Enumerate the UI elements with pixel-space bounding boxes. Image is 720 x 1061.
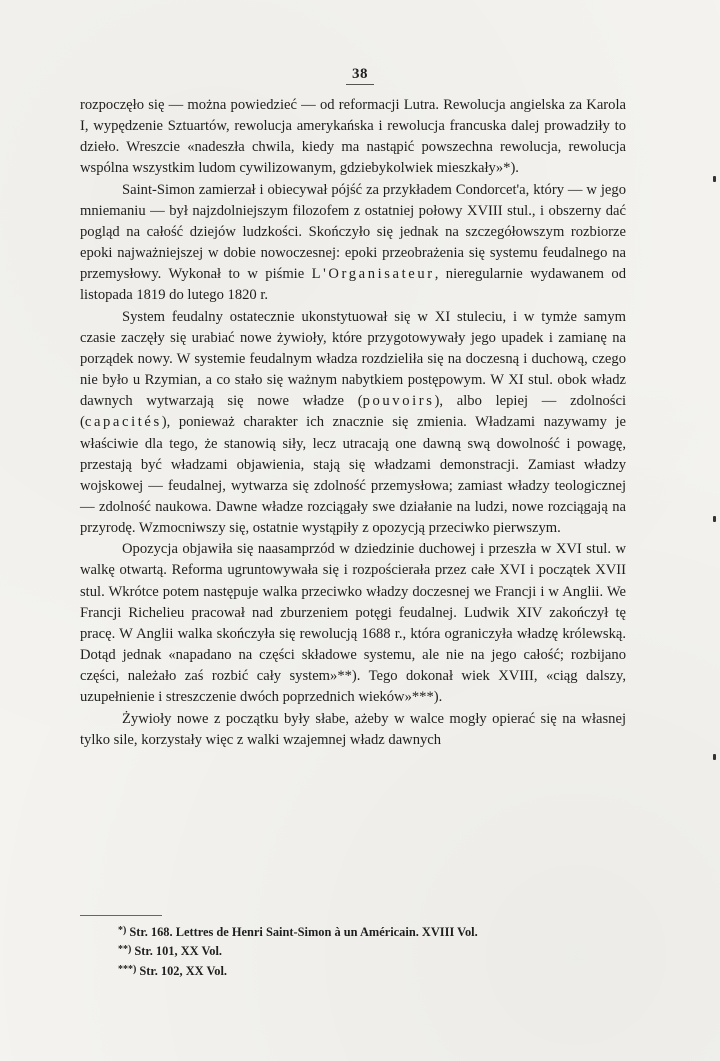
paragraph [80,180,626,307]
footnotes [118,922,638,980]
footnote-mark: *) [118,925,127,936]
spaced-term: capacités [84,414,162,431]
paragraph [80,307,626,540]
text-run: Saint-Simon zamierzał i obiecywał pójść za przykładem Condorcet'a, który — w jego mniemaniu — był najzdolniejszym filozofem z ostatniej połowy XVIII stul., i obszerny dać pogląd na całość dziejów ludzkości. Skończyło się jednak na szczegółowszym rozbiorze epoki najważniejszej w dobie nowoczesnej: epoki przeobrażenia się systemu feudalnego na przemysłowy. Wykonał to w piśmie [80,181,626,283]
paragraph [80,95,626,180]
footnote-text: Str. 101, XX Vol. [134,944,223,959]
text-run: Żywioły nowe z początku były słabe, ażeby w walce mogły opierać się na własnej tylko sile, korzystały więc z walki wzajemnej władz dawnych [80,710,626,748]
body-text [80,95,626,751]
scan-speck [713,516,716,522]
page-number: 38 [0,66,720,85]
footnote-mark: ***) [118,963,137,975]
scan-speck [713,754,716,760]
spaced-title: L'Organisateur [311,266,435,283]
footnote-divider [80,915,162,916]
scan-speck [713,176,716,182]
paragraph [80,539,626,708]
text-run: ), ponieważ charakter ich znacznie się zmienia. Władzami nazywamy je właściwie dla tego, że stanowią siły, lecz utracają one dawną swą dowolność i powagę, przestają być władzami objawienia, stają się władzami demonstracji. Zamiast władzy wojskowej — feudalnej, wytwarza się zdolność przemysłowa; zamiast władzy teologicznej — zdolność naukowa. Dawne władze rozciągały swe działanie na ludzi, nowe rozciągają na przyrodę. Wzmocniwszy się, ostatnie wystąpiły z opozycją przeciwko pierwszym. [80,414,626,537]
text-run: rozpoczęło się — można powiedzieć — od reformacji Lutra. Rewolucja angielska za Karola I, wypędzenie Sztuartów, rewolucja amerykańska i rewolucja francuska dalej prowadziły to dzieło. Wreszcie «nadeszła chwila, kiedy ma nastąpić powszechna rewolucja, rewolucja wspólna wszystkim ludom cywilizowanym, gdziebykolwiek mieszkały»*). [80,97,626,177]
spaced-term: pouvoirs [362,393,435,410]
footnote [118,922,638,941]
footnote [118,961,638,980]
footnote-text: Str. 168. Lettres de Henri Saint-Simon à un Américain. XVIII Vol. [129,925,478,939]
footnote-mark: **) [118,944,132,956]
text-run: ), albo lepiej — zdolności ( [80,393,627,431]
text-run: , nieregularnie wydawanem od listopada 1819 do lutego 1820 r. [80,266,626,304]
paragraph [80,709,626,751]
footnote [118,941,638,960]
text-run: Opozycja objawiła się naasamprzód w dziedzinie duchowej i przeszła w XVI stul. w walkę otwartą. Reforma ugruntowywała się i rozpościerała przez całe XVI i początek XVII stul. Wkrótce potem następuje walka przeciwko władzy doczesnej we Francji i w Anglii. We Francji Richelieu pracował nad zburzeniem potęgi feudalnej. Ludwik XIV zakończył tę pracę. W Anglii walka skończyła się rewolucją 1688 r., która ograniczyła władzę królewską. Dotąd jednak «napadano na części składowe systemu, ale nie na jego całość; rozbijano części, należało zaś rozbić cały system»**). Tego dokonał wiek XVIII, «ciąg dalszy, uzupełnienie i streszczenie dwóch poprzednich wieków»***). [80,541,626,706]
footnote-text: Str. 102, XX Vol. [139,963,228,978]
text-run: System feudalny ostatecznie ukonstytuował się w XI stuleciu, i w tymże samym czasie zaczęły się urabiać nowe żywioły, które przygotowywały jego upadek i zamianę na porządek nowy. W systemie feudalnym władza rozdzieliła się na doczesną i duchową, czego nie było u Rzymian, a co stało się ważnym nabytkiem postępowym. W XI stul. obok władz dawnych wytwarzają się nowe władze ( [80,308,626,410]
